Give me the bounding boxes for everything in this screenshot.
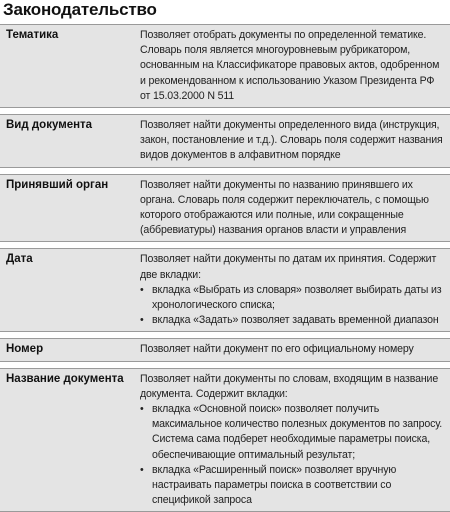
list-item-text: вкладка «Задать» позволяет задавать временной диапазон [152, 314, 439, 327]
list-item-text: вкладка «Расширенный поиск» позволяет вручную настраивать параметры поиска в соответствии со спецификой запроса [152, 463, 397, 507]
description-intro: Позволяет найти документы по датам их принятия. Содержит две вкладки: [140, 253, 437, 281]
field-name: Название документа [6, 372, 124, 385]
list-item-text: вкладка «Основной поиск» позволяет получить максимальное количество полезных документов по запросу. Система сама подберет необходимые параметры поиска, обеспечивающие оптимальный результат; [152, 403, 443, 461]
table-row [0, 114, 450, 168]
list-item [140, 313, 444, 328]
table-row [0, 174, 450, 243]
list-item [140, 402, 444, 463]
description-intro: Позволяет найти документы по словам, входящим в название документа. Содержит вкладки: [140, 372, 439, 400]
field-name: Вид документа [6, 119, 93, 132]
field-name: Номер [6, 343, 44, 356]
field-name: Принявший орган [6, 178, 109, 191]
field-description: Позволяет найти документ по его официальному номеру [140, 343, 414, 356]
list-item [140, 283, 444, 313]
table-row [0, 368, 450, 512]
field-description [134, 249, 450, 331]
bullet-mark: • [140, 283, 144, 296]
bullet-mark: • [140, 463, 144, 476]
page-title: Законодательство [3, 0, 157, 19]
table-row [0, 338, 450, 361]
fields-table [0, 24, 450, 512]
field-name: Дата [6, 253, 33, 266]
field-name: Тематика [6, 29, 59, 41]
field-description: Позволяет найти документы определенного вида (инструкция, закон, постановление и т.д.). Словарь поля содержит названия видов документов в алфавитном порядке [140, 119, 443, 162]
field-description: Позволяет найти документы по названию принявшего их органа. Словарь поля содержит переключатель, с помощью которого отображаются или полные, или сокращенные (аббревиатуры) названия органов власти и управления [140, 178, 429, 237]
list-item-text: вкладка «Выбрать из словаря» позволяет выбирать даты из хронологического списка; [152, 283, 442, 312]
bullet-mark: • [140, 314, 144, 327]
table-row [0, 248, 450, 332]
field-description [134, 369, 450, 512]
bullet-mark: • [140, 403, 144, 416]
table-row [0, 24, 450, 108]
field-description: Позволяет отобрать документы по определенной тематике. Словарь поля является многоуровневым рубрикатором, основанным на Классификаторе правовых актов, одобренном и рекомендованном к использованию Указом Президента РФ от 15.03.2000 N 511 [140, 29, 440, 102]
list-item [140, 463, 444, 509]
